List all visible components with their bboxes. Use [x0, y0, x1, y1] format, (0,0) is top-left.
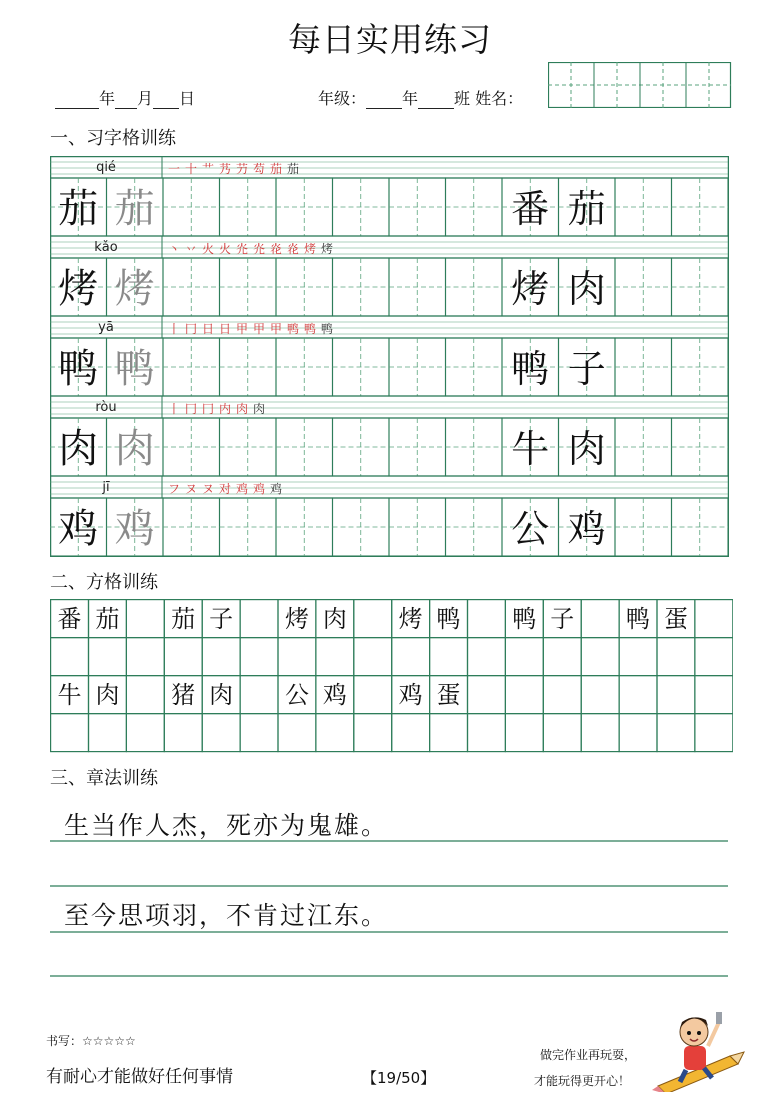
stroke-order-step: フ — [168, 482, 181, 496]
day-label: 日 — [179, 89, 196, 108]
square-char: 蛋 — [436, 681, 461, 709]
square-cell — [619, 676, 657, 714]
stroke-order-step: 艿 — [219, 162, 232, 176]
stroke-order-step: 日 — [202, 322, 215, 336]
stroke-order-step: 日 — [219, 322, 232, 336]
name-label: 姓名： — [475, 89, 524, 108]
year-blank[interactable] — [55, 92, 99, 109]
square-char: 肉 — [322, 605, 347, 633]
square-cell — [51, 638, 89, 676]
square-char: 烤 — [284, 605, 309, 633]
square-cell — [126, 600, 164, 638]
square-char: 番 — [57, 605, 82, 633]
stroke-order-step: 鸭 — [287, 322, 300, 336]
class-label: 班 — [454, 89, 471, 108]
square-cell — [392, 638, 430, 676]
square-cell — [581, 714, 619, 752]
square-char: 鸭 — [512, 605, 537, 633]
square-cell — [695, 638, 733, 676]
square-cell — [581, 676, 619, 714]
square-char: 鸡 — [398, 681, 423, 709]
stroke-order-step: 芀 — [236, 162, 249, 176]
square-cell — [430, 638, 468, 676]
rating — [46, 1032, 136, 1049]
model-char: 肉 — [58, 426, 99, 472]
trace-char: 鸡 — [114, 506, 155, 552]
square-char: 茄 — [171, 605, 196, 633]
page-number: 【19/50】 — [362, 1069, 436, 1087]
square-cell — [354, 714, 392, 752]
square-cell — [89, 714, 127, 752]
square-cell — [695, 676, 733, 714]
square-cell — [240, 714, 278, 752]
rating-label: 书写： — [46, 1034, 83, 1048]
square-char: 蛋 — [663, 605, 688, 633]
trace-char: 茄 — [114, 186, 155, 232]
pinyin-label: kǎo — [94, 240, 118, 255]
word-char: 烤 — [511, 267, 550, 311]
square-cell — [657, 714, 695, 752]
square-cell — [202, 638, 240, 676]
square-cell — [468, 600, 506, 638]
square-char: 鸭 — [626, 605, 651, 633]
boy-on-pencil-illustration — [650, 1008, 746, 1092]
composition-line-2: 至今思项羽，不肯过江东。 — [64, 901, 389, 930]
pinyin-label: jī — [102, 480, 110, 495]
square-cell — [468, 676, 506, 714]
square-cell — [316, 714, 354, 752]
stroke-order-step: 内 — [219, 402, 232, 416]
square-cell — [316, 638, 354, 676]
square-char: 子 — [209, 605, 234, 633]
word-char: 子 — [567, 347, 606, 391]
grade-blank[interactable] — [366, 92, 402, 109]
square-char: 肉 — [95, 681, 120, 709]
square-cell — [240, 676, 278, 714]
model-char: 烤 — [58, 266, 99, 312]
square-grid — [50, 599, 733, 753]
square-cell — [430, 714, 468, 752]
motto: 有耐心才能做好任何事情 — [46, 1067, 233, 1087]
square-char: 猪 — [171, 681, 196, 709]
pinyin-label: yā — [98, 320, 114, 335]
stroke-order-step: 冂 — [185, 402, 198, 416]
practice-grid — [50, 156, 729, 557]
stroke-order-step: 丶 — [168, 242, 181, 256]
model-char: 鸡 — [58, 506, 99, 552]
section1-heading: 一、习字格训练 — [50, 128, 176, 149]
square-cell — [657, 638, 695, 676]
word-char: 茄 — [567, 187, 606, 231]
stroke-order-step: 甲 — [270, 322, 283, 336]
square-char: 子 — [550, 605, 575, 633]
stroke-order-step: 鸡 — [236, 482, 249, 496]
square-cell — [240, 600, 278, 638]
square-cell — [392, 714, 430, 752]
square-cell — [505, 676, 543, 714]
date-line — [55, 86, 195, 109]
page-title: 每日实用练习 — [288, 20, 492, 59]
square-cell — [126, 676, 164, 714]
pinyin-label: qié — [96, 160, 116, 175]
word-char: 公 — [511, 507, 550, 551]
stroke-order-step: ヌ — [202, 482, 215, 496]
stroke-order-step: 十 — [185, 162, 198, 176]
square-cell — [354, 638, 392, 676]
month-label: 月 — [137, 89, 154, 108]
square-cell — [354, 676, 392, 714]
section3-heading: 三、章法训练 — [50, 768, 158, 789]
section2-heading: 二、方格训练 — [50, 572, 158, 593]
square-char: 鸭 — [436, 605, 461, 633]
square-cell — [581, 638, 619, 676]
stroke-order-step: 鸡 — [270, 482, 283, 496]
square-cell — [468, 714, 506, 752]
trace-char: 鸭 — [114, 346, 155, 392]
stroke-order-step: 火 — [202, 242, 215, 256]
stroke-order-step: 炛 — [287, 242, 300, 256]
square-cell — [619, 714, 657, 752]
square-char: 烤 — [398, 605, 423, 633]
trace-char: 烤 — [114, 266, 155, 312]
square-char: 牛 — [57, 681, 82, 709]
square-char: 鸡 — [322, 681, 347, 709]
stroke-order-step: 对 — [219, 482, 232, 496]
square-cell — [240, 638, 278, 676]
model-char: 茄 — [58, 186, 99, 232]
square-cell — [505, 638, 543, 676]
square-cell — [51, 714, 89, 752]
square-cell — [354, 600, 392, 638]
stroke-order-step: 灮 — [253, 242, 266, 256]
stroke-order-step: 鸭 — [321, 322, 334, 336]
word-char: 鸡 — [567, 507, 606, 551]
square-cell — [89, 638, 127, 676]
stroke-order-step: 火 — [219, 242, 232, 256]
square-cell — [695, 714, 733, 752]
square-cell — [695, 600, 733, 638]
pinyin-label: ròu — [95, 400, 117, 415]
slogan-line-1: 做完作业再玩耍， — [540, 1048, 637, 1062]
grade-label: 年级： — [318, 89, 367, 108]
square-cell — [619, 638, 657, 676]
stroke-order-step: 一 — [168, 162, 181, 176]
stroke-order-step: 丷 — [185, 242, 198, 256]
trace-char: 肉 — [114, 426, 155, 472]
stroke-order-step: 甲 — [236, 322, 249, 336]
year-label: 年 — [99, 89, 116, 108]
stroke-order-step: 茄 — [270, 162, 283, 176]
stroke-order-step: 肉 — [236, 402, 249, 416]
stroke-order-step: 丨 — [168, 402, 181, 416]
square-cell — [505, 714, 543, 752]
stroke-order-step: 灮 — [236, 242, 249, 256]
square-cell — [278, 714, 316, 752]
square-char: 茄 — [95, 605, 120, 633]
name-grid[interactable] — [548, 62, 732, 108]
stroke-order-step: 烤 — [321, 242, 334, 256]
square-cell — [543, 676, 581, 714]
square-cell — [126, 638, 164, 676]
square-cell — [543, 638, 581, 676]
stroke-order-step: ヌ — [185, 482, 198, 496]
slogan-line-2: 才能玩得更开心！ — [534, 1074, 631, 1088]
grade-line — [318, 86, 523, 109]
word-char: 肉 — [567, 267, 606, 311]
square-cell — [126, 714, 164, 752]
square-char: 公 — [284, 681, 309, 709]
composition-line-1: 生当作人杰，死亦为鬼雄。 — [64, 811, 389, 840]
stroke-order-step: 鸡 — [253, 482, 266, 496]
stroke-order-step: 炛 — [270, 242, 283, 256]
square-cell — [543, 714, 581, 752]
day-blank[interactable] — [153, 92, 179, 109]
square-cell — [164, 638, 202, 676]
stroke-order-step: 烤 — [304, 242, 317, 256]
model-char: 鸭 — [58, 346, 99, 392]
stroke-order-step: 肉 — [253, 402, 266, 416]
square-cell — [468, 638, 506, 676]
stroke-order-step: 芶 — [253, 162, 266, 176]
word-char: 番 — [511, 187, 550, 231]
star-rating[interactable]: ☆☆☆☆☆ — [82, 1034, 136, 1048]
square-cell — [278, 638, 316, 676]
stroke-order-step: 茄 — [287, 162, 300, 176]
stroke-order-step: 冂 — [202, 402, 215, 416]
word-char: 牛 — [511, 427, 550, 471]
stroke-order-step: 冂 — [185, 322, 198, 336]
square-char: 肉 — [209, 681, 234, 709]
word-char: 鸭 — [511, 347, 550, 391]
square-cell — [164, 714, 202, 752]
stroke-order-step: 丨 — [168, 322, 181, 336]
square-cell — [657, 676, 695, 714]
month-blank[interactable] — [115, 92, 137, 109]
stroke-order-step: 鸭 — [304, 322, 317, 336]
square-cell — [202, 714, 240, 752]
composition-lines — [50, 838, 729, 980]
stroke-order-step: 甲 — [253, 322, 266, 336]
grade-year-label: 年 — [402, 89, 419, 108]
word-char: 肉 — [567, 427, 606, 471]
class-blank[interactable] — [418, 92, 454, 109]
stroke-order-step: 艹 — [202, 162, 215, 176]
square-cell — [581, 600, 619, 638]
